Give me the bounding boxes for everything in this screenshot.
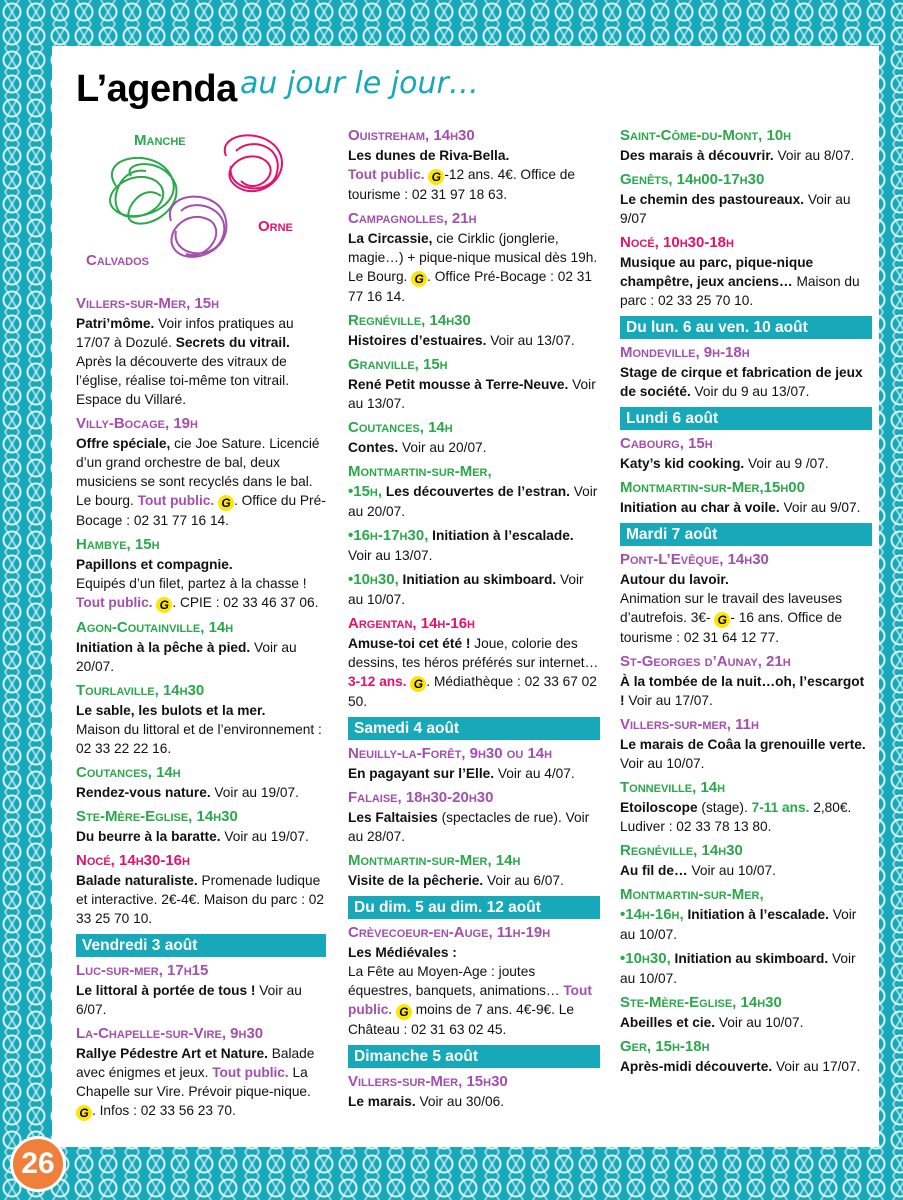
event-text: cie Joe Sature. Licencié d’un grand orchestre de bal, deux musiciens se sont recyclés dans le bal. Le bourg. xyxy=(76,436,320,508)
event-noce-musique xyxy=(620,233,872,310)
event-name: Patri’môme. xyxy=(76,316,155,331)
g-free-icon: G xyxy=(218,495,234,511)
event-ste-mere-eglise-abeilles xyxy=(620,993,872,1032)
event-text: Voir au 6/07. xyxy=(483,873,564,888)
sub-event-time: •16h-17h30, xyxy=(348,527,429,544)
event-name: La Circassie, xyxy=(348,231,433,246)
event-name: Les Faltaisies xyxy=(348,810,438,825)
event-name: Rallye Pédestre Art et Nature. xyxy=(76,1046,268,1061)
date-banner-dimanche-5: Dimanche 5 août xyxy=(348,1045,600,1068)
region-map xyxy=(76,126,326,294)
event-villy-bocage xyxy=(76,414,326,530)
event-montmartin-char-a-voile xyxy=(620,478,872,517)
page-title: L’agenda xyxy=(76,68,237,110)
event-coutances xyxy=(348,418,600,457)
event-text: Maison du parc : 02 33 25 70 10. xyxy=(620,274,860,308)
event-regneville xyxy=(348,311,600,350)
event-coutances xyxy=(76,763,326,802)
event-villers-sur-mer-coaa xyxy=(620,715,872,773)
event-name: Amuse-toi cet été ! xyxy=(348,636,471,651)
event-title: St-Georges d’Aunay, 21h xyxy=(620,653,791,670)
event-text-2: Après la découverte des vitraux de l’église, réalise toi-même ton vitrail. Espace du Villaré. xyxy=(76,354,289,407)
event-text: Voir au 20/07. xyxy=(398,440,487,455)
event-title: Argentan, 14h-16h xyxy=(348,615,475,632)
event-name: Etoiloscope xyxy=(620,800,698,815)
event-text-2: - 16 ans. Office de tourisme : 02 31 64 12 77. xyxy=(620,610,842,645)
event-title: Montmartin-sur-Mer, 14h xyxy=(348,852,521,869)
event-name: Katy’s kid cooking. xyxy=(620,456,745,471)
event-title: Tourlaville, 14h30 xyxy=(76,682,205,699)
event-name: Des marais à découvrir. xyxy=(620,148,774,163)
event-text: Voir au 4/07. xyxy=(494,766,575,781)
event-text: -12 ans. 4€. Office de tourisme : 02 31 97 18 63. xyxy=(348,167,575,202)
event-text: Voir au 19/07. xyxy=(210,785,299,800)
map-label-orne: Orne xyxy=(258,218,293,235)
event-title: Hambye, 15h xyxy=(76,536,160,553)
event-text: Animation sur le travail des laveuses d’autrefois. 3€- xyxy=(620,591,843,625)
event-title: Nocé, 10h30-18h xyxy=(620,234,734,251)
event-name: René Petit mousse à Terre-Neuve. xyxy=(348,377,569,392)
date-banner-lundi-6: Lundi 6 août xyxy=(620,407,872,430)
event-text: Voir au 10/07. xyxy=(348,572,584,607)
event-name: Les dunes de Riva-Bella. xyxy=(348,148,510,163)
g-free-icon: G xyxy=(156,597,172,613)
map-label-manche: Manche xyxy=(134,132,186,149)
event-name: Le marais. xyxy=(348,1094,416,1109)
event-text: Voir au 17/07. xyxy=(772,1059,861,1074)
event-name: Initiation au skimboard. xyxy=(398,572,557,587)
event-text: Voir au 9/07 xyxy=(620,192,851,226)
sub-event xyxy=(348,570,600,609)
event-name: Contes. xyxy=(348,440,399,455)
event-st-georges-daunay xyxy=(620,652,872,710)
event-name: Initiation à l’escalade. xyxy=(428,528,574,543)
event-title: Ste-Mère-Eglise, 14h30 xyxy=(620,994,782,1011)
agenda-page xyxy=(52,46,879,1147)
event-text: Voir au 19/07. xyxy=(220,829,309,844)
event-name: Le littoral à portée de tous ! xyxy=(76,983,256,998)
page-number-badge: 26 xyxy=(10,1136,66,1192)
event-name: Le marais de Coâa la grenouille verte. xyxy=(620,737,866,752)
g-free-icon: G xyxy=(76,1105,92,1121)
sub-event xyxy=(620,905,872,944)
event-name: Le sable, les bulots et la mer. xyxy=(76,703,266,718)
event-name: Après-midi découverte. xyxy=(620,1059,773,1074)
event-hambye xyxy=(76,535,326,613)
g-free-icon: G xyxy=(396,1004,412,1020)
event-name: Visite de la pêcherie. xyxy=(348,873,484,888)
event-title: Regnéville, 14h30 xyxy=(620,842,743,859)
event-name: En pagayant sur l’Elle. xyxy=(348,766,495,781)
event-text: Voir au 9/07. xyxy=(779,500,861,515)
event-granville xyxy=(348,355,600,413)
event-title: Villers-sur-Mer, 15h xyxy=(76,295,220,312)
event-text-2: . Médiathèque : 02 33 67 02 50. xyxy=(348,674,597,709)
sub-event-time: •10h30, xyxy=(620,950,671,967)
event-title: Villers-sur-mer, 11h xyxy=(620,716,759,733)
event-noce xyxy=(76,851,326,928)
event-title: Montmartin-sur-Mer,15h00 xyxy=(620,479,805,496)
event-text: Voir au 6/07. xyxy=(76,983,302,1017)
event-text: Equipés d’un filet, partez à la chasse ! xyxy=(76,576,307,591)
event-text: Voir au 10/07. xyxy=(687,863,776,878)
event-title: Falaise, 18h30-20h30 xyxy=(348,789,494,806)
event-name: Les Médiévales : xyxy=(348,945,457,960)
sub-event xyxy=(348,482,600,521)
event-title: Coutances, 14h xyxy=(76,764,181,781)
g-free-icon: G xyxy=(714,612,730,628)
event-villers-sur-mer-marais xyxy=(348,1072,600,1111)
event-mondeville xyxy=(620,343,872,401)
event-title: Cabourg, 15h xyxy=(620,435,713,452)
event-title: Ste-Mère-Eglise, 14h30 xyxy=(76,808,238,825)
event-name: Stage de cirque et fabrication de jeux de société. xyxy=(620,365,863,399)
event-cabourg xyxy=(620,434,872,473)
event-title: Ger, 15h-18h xyxy=(620,1038,710,1055)
event-ouistreham xyxy=(348,126,600,204)
event-text: Voir au 13/07. xyxy=(348,548,433,563)
event-name: Les découvertes de l’estran. xyxy=(382,484,570,499)
event-text: Maison du littoral et de l’environnement : 02 33 22 22 16. xyxy=(76,722,322,756)
event-name: Papillons et compagnie. xyxy=(76,557,233,572)
event-title: Villy-Bocage, 19h xyxy=(76,415,198,432)
event-text: Voir au 13/07. xyxy=(348,377,596,411)
sub-event xyxy=(348,526,600,565)
g-free-icon: G xyxy=(428,169,444,185)
event-name: Musique au parc, pique-nique champêtre, jeux anciens… xyxy=(620,255,814,289)
event-text-2: 2,80€. Ludiver : 02 33 78 13 80. xyxy=(620,800,852,834)
event-title: Montmartin-sur-Mer, xyxy=(348,463,492,480)
tout-public-label: Tout public. xyxy=(76,595,153,610)
age-label: 7-11 ans. xyxy=(751,800,810,815)
event-text: Voir au 20/07. xyxy=(348,484,598,519)
event-text: Voir au 20/07. xyxy=(76,640,297,674)
event-regneville-au-fil xyxy=(620,841,872,880)
event-title: Neuilly-la-Forêt, 9h30 ou 14h xyxy=(348,745,553,762)
event-name: Initiation au char à voile. xyxy=(620,500,780,515)
column-2 xyxy=(348,126,600,1116)
event-luc-sur-mer xyxy=(76,961,326,1019)
event-title: Campagnolles, 21h xyxy=(348,210,477,227)
event-title: Crèvecoeur-en-Auge, 11h-19h xyxy=(348,924,551,941)
event-text: Voir au 9 /07. xyxy=(744,456,829,471)
date-banner-lun-6-ven-10: Du lun. 6 au ven. 10 août xyxy=(620,316,872,339)
event-saint-come-du-mont xyxy=(620,126,872,165)
event-falaise xyxy=(348,788,600,846)
event-name: Rendez-vous nature. xyxy=(76,785,211,800)
event-title: Mondeville, 9h-18h xyxy=(620,344,750,361)
event-montmartin-sur-mer xyxy=(348,462,600,609)
event-text: cie Cirklic (jonglerie, magie…) + pique-nique musical dès 19h. Le Bourg. xyxy=(348,231,598,284)
event-text: Joue, colorie des dessins, tes héros préférés sur internet… xyxy=(348,636,599,670)
event-name: Offre spéciale, xyxy=(76,436,171,451)
event-text-3: . Infos : 02 33 56 23 70. xyxy=(92,1103,236,1118)
event-text: Voir du 9 au 13/07. xyxy=(690,384,810,399)
event-name: Du beurre à la baratte. xyxy=(76,829,221,844)
event-title: Saint-Côme-du-Mont, 10h xyxy=(620,127,792,144)
event-tourlaville xyxy=(76,681,326,758)
event-name: Initiation à la pêche à pied. xyxy=(76,640,251,655)
event-title: Regnéville, 14h30 xyxy=(348,312,471,329)
event-montmartin-sur-mer-7 xyxy=(620,885,872,988)
tout-public-label: Tout public. xyxy=(348,983,592,1017)
event-text-2: moins de 7 ans. 4€-9€. Le Château : 02 31 63 02 45. xyxy=(348,1002,574,1037)
event-text-2: . Office du Pré-Bocage : 02 31 77 16 14. xyxy=(76,493,326,528)
sub-event-time: •15h, xyxy=(348,483,383,500)
event-text: (spectacles de rue). Voir au 28/07. xyxy=(348,810,590,844)
column-3 xyxy=(620,126,872,1081)
event-text: Voir au 13/07. xyxy=(486,333,575,348)
event-argentan xyxy=(348,614,600,711)
event-text: Voir au 10/07. xyxy=(620,756,705,771)
event-title: Genêts, 14h00-17h30 xyxy=(620,171,765,188)
age-label: 3-12 ans. xyxy=(348,674,407,689)
event-text: Voir au 10/07. xyxy=(620,907,857,942)
sub-event-time: •14h-16h, xyxy=(620,906,684,923)
event-title: Tonneville, 14h xyxy=(620,779,726,796)
page-subtitle: au jour le jour… xyxy=(240,66,479,101)
event-name: Autour du lavoir. xyxy=(620,572,729,587)
event-title: Montmartin-sur-Mer, xyxy=(620,886,764,903)
event-name: Abeilles et cie. xyxy=(620,1015,716,1030)
event-crevecoeur-en-auge xyxy=(348,923,600,1039)
event-villers-sur-mer xyxy=(76,294,326,409)
event-name-2: Secrets du vitrail. xyxy=(175,335,290,350)
event-title: Villers-sur-Mer, 15h30 xyxy=(348,1073,508,1090)
event-tonneville xyxy=(620,778,872,836)
event-agon-coutainville xyxy=(76,618,326,676)
event-text: Voir au 17/07. xyxy=(624,693,713,708)
event-ste-mere-eglise xyxy=(76,807,326,846)
event-ger xyxy=(620,1037,872,1076)
event-text: Voir au 10/07. xyxy=(620,951,856,986)
column-1 xyxy=(76,126,326,1126)
sub-event-time: •10h30, xyxy=(348,571,399,588)
event-text: Voir au 8/07. xyxy=(773,148,855,163)
event-text: Voir au 30/06. xyxy=(415,1094,504,1109)
event-name: À la tombée de la nuit…oh, l’escargot ! xyxy=(620,674,865,708)
event-genets xyxy=(620,170,872,228)
g-free-icon: G xyxy=(411,271,427,287)
event-name: Au fil de… xyxy=(620,863,688,878)
event-text-2: . Office Pré-Bocage : 02 31 77 16 14. xyxy=(348,269,593,304)
event-text-2: . CPIE : 02 33 46 37 06. xyxy=(172,595,319,610)
date-banner-vendredi-3: Vendredi 3 août xyxy=(76,934,326,957)
event-name: Balade naturaliste. xyxy=(76,873,198,888)
event-text: La Fête au Moyen-Age : joutes équestres, banquets, animations… xyxy=(348,964,564,998)
event-title: Luc-sur-mer, 17h15 xyxy=(76,962,209,979)
event-neuilly-la-foret xyxy=(348,744,600,783)
event-name: Le chemin des pastoureaux. xyxy=(620,192,805,207)
event-pont-leveque xyxy=(620,550,872,647)
event-title: La-Chapelle-sur-Vire, 9h30 xyxy=(76,1025,264,1042)
date-banner-samedi-4: Samedi 4 août xyxy=(348,717,600,740)
event-name: Initiation au skimboard. xyxy=(670,951,829,966)
event-text: Balade avec énigmes et jeux. xyxy=(76,1046,315,1080)
date-banner-dim-5-12: Du dim. 5 au dim. 12 août xyxy=(348,896,600,919)
event-title: Pont-L’Evêque, 14h30 xyxy=(620,551,769,568)
event-la-chapelle-sur-vire xyxy=(76,1024,326,1121)
event-title: Granville, 15h xyxy=(348,356,448,373)
event-text: Voir infos pratiques au 17/07 à Dozulé. xyxy=(76,316,294,350)
tout-public-label: Tout public. xyxy=(348,167,425,182)
event-name: Initiation à l’escalade. xyxy=(683,907,829,922)
event-montmartin-pecherie xyxy=(348,851,600,890)
event-campagnolles xyxy=(348,209,600,306)
event-text: Promenade ludique et interactive. 2€-4€. Maison du parc : 02 33 25 70 10. xyxy=(76,873,325,926)
event-title: Ouistreham, 14h30 xyxy=(348,127,475,144)
event-text: Voir au 10/07. xyxy=(715,1015,804,1030)
tout-public-label: Tout public. xyxy=(212,1065,289,1080)
tout-public-label: Tout public. xyxy=(137,493,215,508)
event-title: Coutances, 14h xyxy=(348,419,453,436)
date-banner-mardi-7: Mardi 7 août xyxy=(620,523,872,546)
g-free-icon: G xyxy=(410,676,426,692)
event-text-2: La Chapelle sur Vire. Prévoir pique-nique. xyxy=(76,1065,311,1099)
event-name: Histoires d’estuaires. xyxy=(348,333,487,348)
sub-event xyxy=(620,949,872,988)
map-label-calvados: Calvados xyxy=(86,252,149,269)
event-text: (stage). xyxy=(697,800,752,815)
event-title: Nocé, 14h30-16h xyxy=(76,852,190,869)
event-title: Agon-Coutainville, 14h xyxy=(76,619,234,636)
